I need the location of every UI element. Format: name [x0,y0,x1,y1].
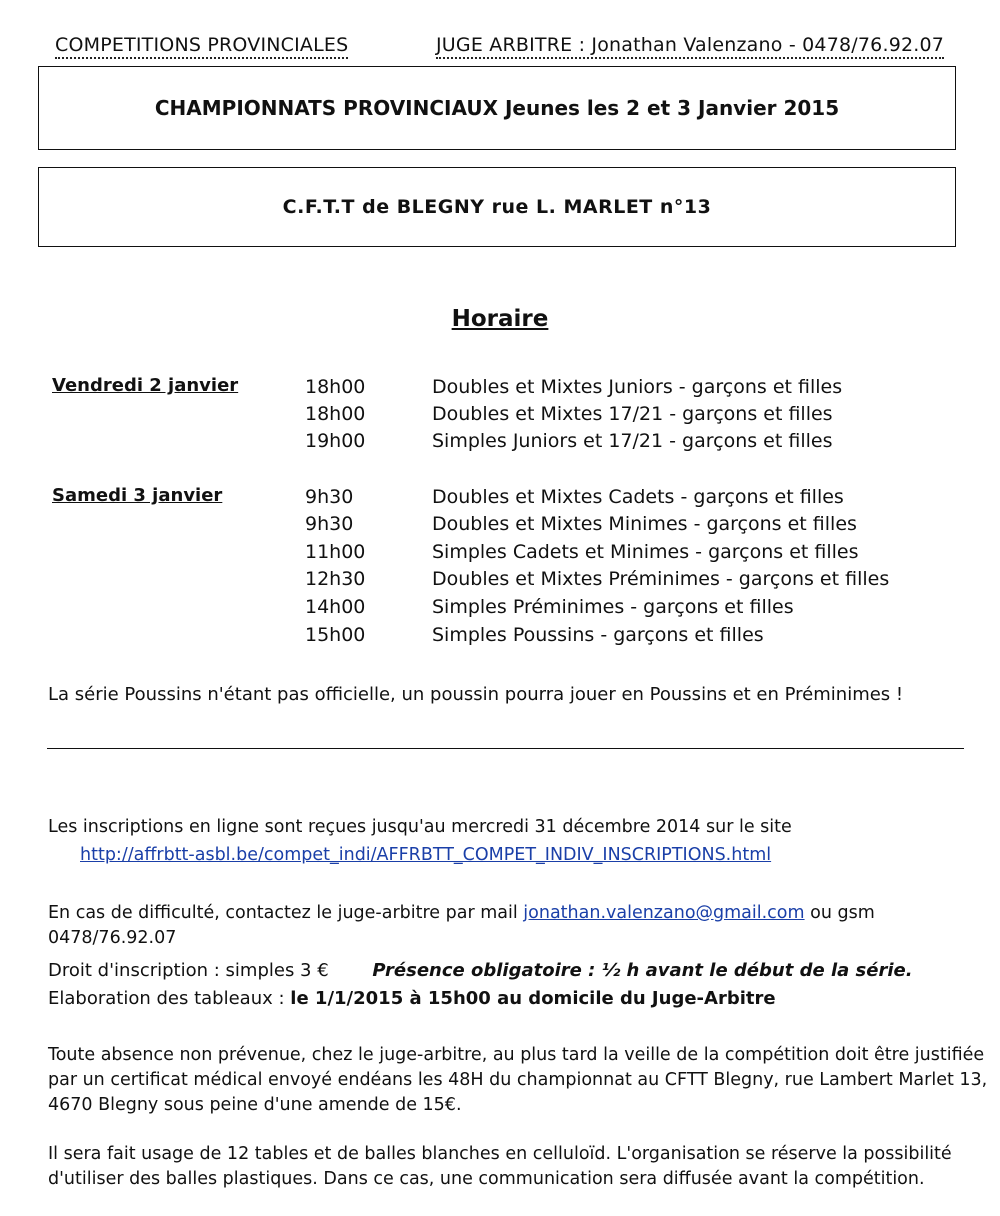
schedule-desc: Doubles et Mixtes Juniors - garçons et filles [432,376,843,398]
absence-line-3: 4670 Blegny sous peine d'une amende de 15€. [48,1095,462,1115]
inscriptions-text: Les inscriptions en ligne sont reçues jusqu'au mercredi 31 décembre 2014 sur le site [48,817,792,837]
schedule-time: 11h00 [305,541,366,563]
contact-text: En cas de difficulté, contactez le juge-arbitre par mail [48,903,518,923]
venue-text: C.F.T.T de BLEGNY rue L. MARLET n°13 [282,196,712,218]
schedule-desc: Simples Juniors et 17/21 - garçons et filles [432,430,833,452]
absence-line-2: par un certificat médical envoyé endéans les 48H du championnat au CFTT Blegny, rue Lambert Marlet 13, [48,1070,988,1090]
tables-line-2: d'utiliser des balles plastiques. Dans ce cas, une communication sera diffusée avant la compétition. [48,1169,925,1189]
schedule-desc: Doubles et Mixtes 17/21 - garçons et filles [432,403,833,425]
day-friday: Vendredi 2 janvier [52,375,239,396]
divider [47,748,964,749]
schedule-time: 18h00 [305,403,366,425]
schedule-desc: Simples Poussins - garçons et filles [432,624,764,646]
fees-label: Droit d'inscription : simples 3 € [48,960,329,981]
schedule-time: 12h30 [305,568,366,590]
poussins-note: La série Poussins n'étant pas officielle, un poussin pourra jouer en Poussins et en Préminimes ! [48,684,904,705]
schedule-time: 14h00 [305,596,366,618]
schedule-time: 9h30 [305,513,354,535]
draw-label: Elaboration des tableaux : [48,988,285,1009]
schedule-desc: Doubles et Mixtes Préminimes - garçons et filles [432,568,890,590]
presence-note: Présence obligatoire : ½ h avant le début de la série. [372,960,913,981]
schedule-heading: Horaire [451,306,549,332]
header-judge: JUGE ARBITRE : Jonathan Valenzano - 0478/76.92.07 [436,34,944,59]
contact-line [48,901,1000,951]
tables-line-1: Il sera fait usage de 12 tables et de balles blanches en celluloïd. L'organisation se réserve la possibilité [48,1144,952,1164]
schedule-time: 15h00 [305,624,366,646]
contact-phone: ou gsm 0478/76.92.07 [48,903,875,948]
schedule-desc: Simples Préminimes - garçons et filles [432,596,794,618]
page-title: CHAMPIONNATS PROVINCIAUX Jeunes les 2 et 3 Janvier 2015 [154,96,840,120]
fees-line [48,958,913,983]
schedule-desc: Doubles et Mixtes Minimes - garçons et filles [432,513,857,535]
venue-box [38,167,956,247]
absence-line-1: Toute absence non prévenue, chez le juge-arbitre, au plus tard la veille de la compétition doit être justifiée [48,1045,985,1065]
inscriptions-link[interactable]: http://affrbtt-asbl.be/compet_indi/AFFRBTT_COMPET_INDIV_INSCRIPTIONS.html [80,845,772,865]
header-competitions: COMPETITIONS PROVINCIALES [55,34,348,59]
title-box [38,66,956,150]
draw-line [48,986,776,1011]
draw-value: le 1/1/2015 à 15h00 au domicile du Juge-Arbitre [290,988,776,1009]
schedule-time: 19h00 [305,430,366,452]
schedule-desc: Simples Cadets et Minimes - garçons et filles [432,541,859,563]
day-saturday: Samedi 3 janvier [52,485,223,506]
schedule-time: 9h30 [305,486,354,508]
contact-email-link[interactable]: jonathan.valenzano@gmail.com [523,903,805,923]
schedule-desc: Doubles et Mixtes Cadets - garçons et filles [432,486,844,508]
schedule-time: 18h00 [305,376,366,398]
